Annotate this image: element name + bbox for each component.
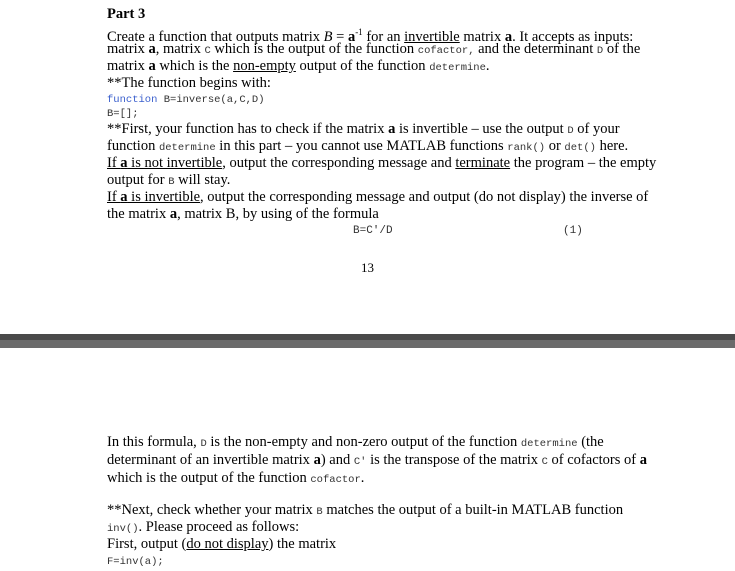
document-page-2 [0,348,735,566]
text-line-p2-5: inv(). Please proceed as follows: [107,519,300,535]
text-line-7: If a is not invertible, output the corresponding message and terminate the program – the empty [107,155,657,171]
text-line-8: output for B will stay. [107,172,231,188]
text-line-4: **The function begins with: [107,75,271,91]
text-line-6: function determine in this part – you cannot use MATLAB functions rank() or det() here. [107,138,629,154]
text-line-2: matrix a, matrix C which is the output of the function cofactor, and the determinant D of the [107,41,641,57]
text-line-5: **First, your function has to check if the matrix a is invertible – use the output D of your [107,121,620,137]
text-line-10: the matrix a, matrix B, by using of the formula [107,206,379,222]
text-line-9: If a is invertible, output the corresponding message and output (do not display) the inverse of [107,189,649,205]
code-line-3: F=inv(a); [107,556,164,568]
text-line-1: Create a function that outputs matrix $B = a^{-1}$ for an invertible matrix a. It accepts as inputs: [107,27,634,45]
part-title: Part 3 [107,6,146,22]
text-line-p2-1: In this formula, D is the non-empty and non-zero output of the function determine (the [107,434,604,450]
page-divider-shadow [0,340,735,348]
text-line-3: matrix a which is the non-empty output of the function determine. [107,58,490,74]
formula: B=C'/D [353,225,393,237]
page-number: 13 [361,260,374,275]
text-line-p2-2: determinant of an invertible matrix a) and C' is the transpose of the matrix C of cofactors of a [107,452,647,468]
text-line-p2-3: which is the output of the function cofactor. [107,470,365,486]
code-line-2: B=[]; [107,108,139,120]
code-line-1: function B=inverse(a,C,D) [107,94,265,106]
text-line-p2-6: First, output (do not display) the matrix [107,536,337,552]
text-line-p2-4: **Next, check whether your matrix B matches the output of a built-in MATLAB function [107,502,624,518]
formula-number: (1) [563,225,583,237]
